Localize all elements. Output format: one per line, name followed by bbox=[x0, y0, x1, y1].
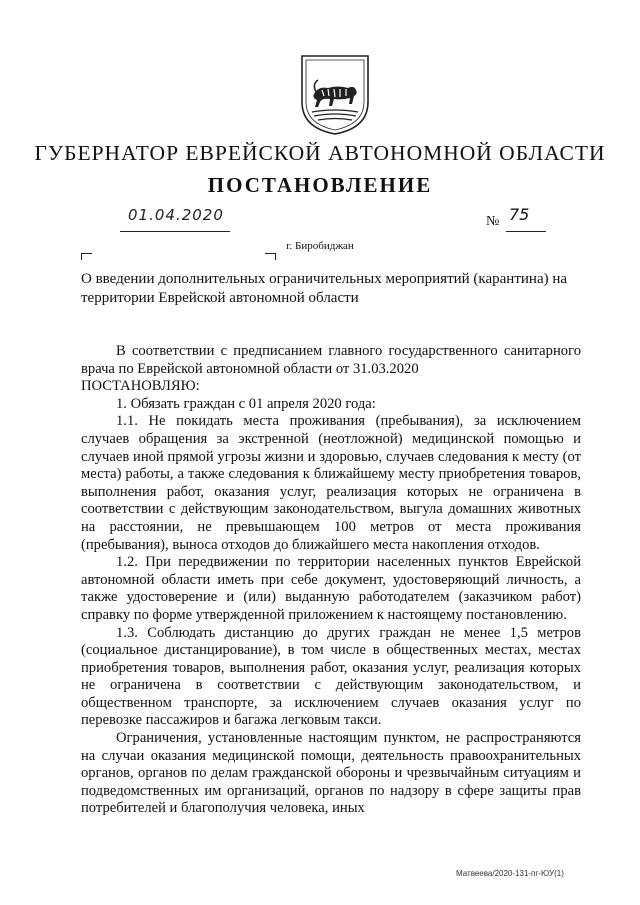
document-date: 01.04.2020 bbox=[128, 206, 224, 224]
issuer-title: ГУБЕРНАТОР ЕВРЕЙСКОЙ АВТОНОМНОЙ ОБЛАСТИ bbox=[34, 141, 606, 165]
item-1-3: 1.3. Соблюдать дистанцию до других граждан не менее 1,5 метров (социальное дистанцирование), в том числе в общественных местах, местах приобретения товаров, выполнения работ, оказания услуг, реализация которых не ограничена в соответствии с действующим законодательством, и общественном транспорте, за исключением случаев оказания услуг по перевозке пассажиров и багажа легковым такси. bbox=[81, 624, 581, 729]
item-1-2: 1.2. При передвижении по территории населенных пунктов Еврейской автономной области иметь при себе документ, удостоверяющий личность, а также удостоверение и (или) выданную работодателем (заказчиком работ) справку по форме утвержденной приложением к настоящему постановлению. bbox=[81, 554, 581, 623]
restrictions-paragraph: Ограничения, установленные настоящим пунктом, не распространяются на случаи оказания медицинской помощи, деятельность правоохранительных органов, органов по делам гражданской обороны и чрезвычайным ситуациям и подведомственных им организаций, органов по надзору в сфере защиты прав потребителей и благополучия человека, иных bbox=[81, 730, 581, 817]
coat-of-arms-icon bbox=[298, 52, 372, 136]
item-1: 1. Обязать граждан с 01 апреля 2020 года: bbox=[116, 395, 376, 412]
resolve-line: ПОСТАНОВЛЯЮ: bbox=[81, 378, 200, 395]
subject-bracket-left bbox=[81, 253, 92, 260]
document-number: 75 bbox=[509, 205, 530, 224]
city-name: г. Биробиджан bbox=[286, 240, 354, 252]
subject-bracket-right bbox=[265, 253, 276, 260]
item-1-1: 1.1. Не покидать места проживания (пребывания), за исключением случаев обращения за экстренной (неотложной) медицинской помощью и случаев иной прямой угрозы жизни и здоровью, случаев следования к месту (от места) работы, а также следования к ближайшему месту приобретения товаров, выполнения работ, оказания услуг, реализация которых не ограничена в соответствии с действующим законодательством, выгула домашних животных на расстоянии, не превышающем 100 метров от места проживания (пребывания), выноса отходов до ближайшего места накопления отходов. bbox=[81, 413, 581, 553]
document-subject: О введении дополнительных ограничительных мероприятий (карантина) на территории Еврейской автономной области bbox=[81, 271, 568, 306]
footer-reference: Матвеева/2020-131-пг-ЮУ(1) bbox=[456, 869, 564, 878]
number-label: № bbox=[486, 214, 500, 229]
document-body bbox=[81, 343, 581, 818]
document-type: ПОСТАНОВЛЕНИЕ bbox=[207, 173, 433, 197]
intro-paragraph: В соответствии с предписанием главного государственного санитарного врача по Еврейской автономной области от 31.03.2020 bbox=[81, 343, 581, 377]
